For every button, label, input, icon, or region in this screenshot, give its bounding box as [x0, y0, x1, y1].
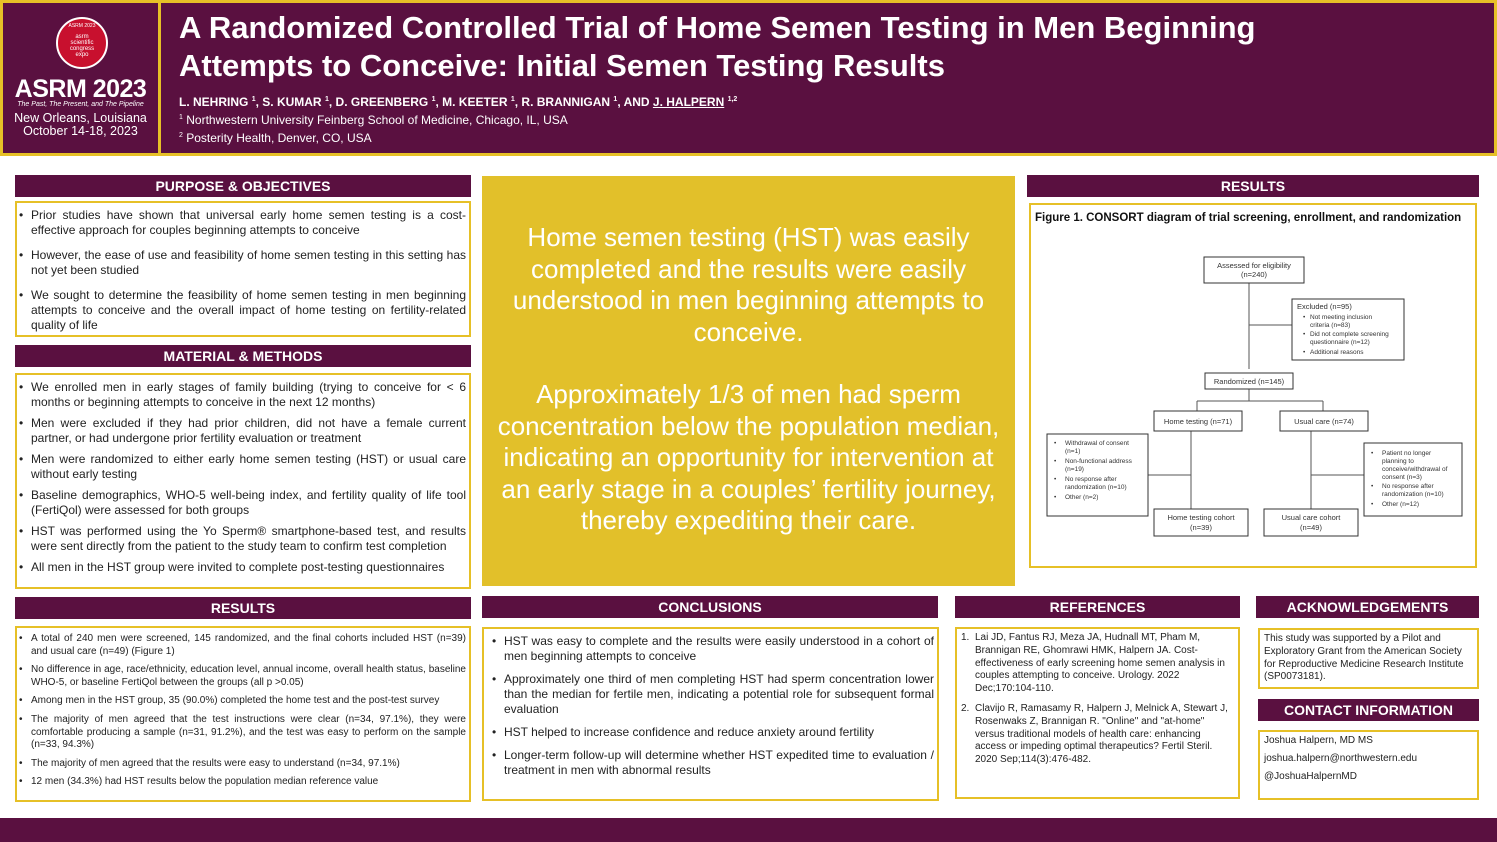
seal-line: expo: [75, 52, 89, 58]
seal-line: scientific: [70, 40, 94, 46]
logo-title: ASRM 2023: [14, 75, 147, 103]
seal-lines: [58, 34, 106, 58]
contact-heading: CONTACT INFORMATION: [1258, 699, 1479, 721]
reference-item: 1. Lai JD, Fantus RJ, Meza JA, Hudnall MT, Pham M, Brannigan RE, Ghomrawi HMK, Halpern JA. Cost-effectiveness of early screening home semen analysis in couples attempting to conceive. Urology. 2022 Dec;170:104-110.: [961, 632, 1225, 695]
references-heading: REFERENCES: [955, 596, 1240, 618]
consort-figure-box: [1029, 203, 1477, 568]
list-item: • Approximately one third of men completing HST had sperm concentration lower than the median for fertile men, indicating a potential role for subsequent formal evaluation: [502, 672, 934, 717]
list-item: • Men were excluded if they had prior children, did not have a female current partner, or had undergone prior fertility evaluation or treatment: [29, 416, 466, 446]
usual-cohort-line: Usual care cohort: [1281, 513, 1341, 522]
list-item: • Longer-term follow-up will determine whether HST expedited time to evaluation / treatment in men with abnormal results: [502, 748, 934, 778]
list-item: • We enrolled men in early stages of family building (trying to conceive for < 6 months or beginning attempts to conceive in the next 12 months): [29, 380, 466, 410]
list-item: • Baseline demographics, WHO-5 well-being index, and fertility quality of life tool (FertiQol) were assessed for both groups: [29, 488, 466, 518]
svg-text:•: •: [1303, 314, 1306, 321]
usual-loss-item: consent (n=3): [1382, 474, 1422, 481]
author: S. KUMAR $^1$: [262, 95, 329, 109]
references-box: [955, 627, 1240, 799]
reference-item: 2. Clavijo R, Ramasamy R, Halpern J, Melnick A, Stewart J, Rosenwaks Z, Brannigan R. "Online" and "at-home" versus traditional models of health care: enhancing access or impeding optimal therapeutics? Fertil Steril. 2020 Sep;114(3):476-482.: [961, 702, 1228, 766]
title-line: A Randomized Controlled Trial of Home Semen Testing in Men Beginning: [179, 10, 1256, 45]
home-loss-item: Withdrawal of consent: [1065, 440, 1129, 447]
list-item: • 12 men (34.3%) had HST results below the population median reference value: [29, 776, 466, 789]
conclusions-box: [482, 627, 939, 801]
svg-text:•: •: [1371, 450, 1374, 457]
usual-loss-item: No response after: [1382, 483, 1434, 490]
asrm-seal-icon: [56, 17, 108, 69]
list-item: • We sought to determine the feasibility of home semen testing in men beginning attempts to conceive and the overall impact of home testing on fertility-related quality of life: [29, 288, 466, 333]
usual-care-label: Usual care (n=74): [1294, 417, 1354, 426]
usual-cohort-line: (n=49): [1300, 523, 1322, 532]
results-left-box: [15, 626, 471, 802]
logo-place: New Orleans, Louisiana: [14, 111, 147, 125]
list-item: • Prior studies have shown that universal early home semen testing is a cost-effective approach for couples beginning attempts to conceive: [29, 208, 466, 238]
results-left-heading: RESULTS: [15, 597, 471, 619]
methods-heading: MATERIAL & METHODS: [15, 345, 471, 367]
list-item: • A total of 240 men were screened, 145 randomized, and the final cohorts included HST (n=39) and usual care (n=49) (Figure 1): [29, 633, 466, 658]
author: L. NEHRING $^1$: [179, 95, 256, 109]
list-item: • All men in the HST group were invited to complete post-testing questionnaires: [29, 560, 466, 575]
svg-text:•: •: [1303, 331, 1306, 338]
affiliation: $^2$ Posterity Health, Denver, CO, USA: [179, 131, 372, 145]
home-testing-label: Home testing (n=71): [1163, 417, 1233, 426]
acknowledgements-text: This study was supported by a Pilot and Exploratory Grant from the American Society for Reproductive Medicine Research Institute (SP0073181).: [1264, 633, 1464, 683]
usual-loss-item: Patient no longer: [1382, 450, 1432, 457]
key-findings-panel: [482, 176, 1015, 586]
home-loss-item: Non-functional address: [1065, 458, 1132, 465]
author: D. GREENBERG $^1$: [335, 95, 436, 109]
seal-line: congress: [69, 46, 95, 52]
svg-text:•: •: [1054, 476, 1057, 483]
author-joiner: AND: [623, 95, 650, 109]
assessed-line: Assessed for eligibility: [1217, 261, 1291, 270]
conference-logo: [3, 3, 161, 153]
list-item: • The majority of men agreed that the results were easy to understand (n=34, 97.1%): [29, 758, 466, 771]
author-presenting: J. HALPERN $^{1,2}$: [652, 95, 738, 109]
contact-name: Joshua Halpern, MD MS: [1264, 735, 1373, 746]
home-cohort-line: Home testing cohort: [1167, 513, 1235, 522]
contact-email[interactable]: joshua.halpern@northwestern.edu: [1264, 753, 1418, 764]
list-item: • Among men in the HST group, 35 (90.0%) completed the home test and the post-test survey: [29, 695, 466, 708]
logo-dates: October 14-18, 2023: [23, 124, 138, 138]
usual-loss-item: planning to: [1382, 458, 1414, 465]
purpose-heading: PURPOSE & OBJECTIVES: [15, 175, 471, 197]
usual-loss-item: conceive/withdrawal of: [1382, 466, 1448, 473]
list-item: • HST was performed using the Yo Sperm® smartphone-based test, and results were sent directly from the patient to the study team to confirm test completion: [29, 524, 466, 554]
key-finding: Home semen testing (HST) was easily completed and the results were easily understood in men beginning attempts to conceive.: [512, 222, 985, 347]
svg-text:•: •: [1303, 349, 1306, 356]
consort-diagram: [1031, 205, 1475, 566]
excluded-item: Did not complete screening: [1310, 331, 1389, 338]
title-line: Attempts to Conceive: Initial Semen Testing Results: [179, 48, 945, 83]
results-right-heading: RESULTS: [1027, 175, 1479, 197]
usual-loss-item: randomization (n=10): [1382, 491, 1444, 498]
poster-title: [179, 9, 1469, 85]
acknowledgements-box: [1258, 628, 1479, 689]
usual-loss-item: Other (n=12): [1382, 501, 1420, 508]
contact-handle[interactable]: @JoshuaHalpernMD: [1264, 771, 1357, 782]
figure-caption: Figure 1. CONSORT diagram of trial screening, enrollment, and randomization: [1035, 212, 1462, 224]
seal-top-text: ASRM 2023: [68, 23, 96, 29]
acknowledgements-heading: ACKNOWLEDGEMENTS: [1256, 596, 1479, 618]
svg-text:•: •: [1054, 458, 1057, 465]
author: R. BRANNIGAN $^1$: [521, 95, 618, 109]
svg-text:•: •: [1054, 440, 1057, 447]
svg-text:•: •: [1371, 501, 1374, 508]
excluded-item: Not meeting inclusion: [1310, 314, 1373, 321]
contact-box: [1258, 730, 1479, 800]
list-item: • However, the ease of use and feasibility of home semen testing in this setting has not yet been studied: [29, 248, 466, 278]
affiliation: $^1$ Northwestern University Feinberg School of Medicine, Chicago, IL, USA: [179, 113, 568, 127]
author: M. KEETER $^1$: [442, 95, 515, 109]
svg-text:•: •: [1371, 483, 1374, 490]
poster-header: [0, 0, 1497, 156]
conclusions-heading: CONCLUSIONS: [482, 596, 938, 618]
list-item: • HST was easy to complete and the results were easily understood in a cohort of men beginning attempts to conceive: [502, 634, 934, 664]
home-loss-item: (n=1): [1065, 448, 1081, 455]
assessed-line: (n=240): [1240, 270, 1268, 279]
excluded-title: Excluded (n=95): [1297, 302, 1352, 311]
excluded-item: questionnaire (n=12): [1310, 339, 1370, 346]
svg-text:•: •: [1054, 494, 1057, 501]
list-item: • HST helped to increase confidence and reduce anxiety around fertility: [502, 725, 934, 740]
list-item: • Men were randomized to either early home semen testing (HST) or usual care without early testing: [29, 452, 466, 482]
seal-line: asrm: [75, 34, 89, 40]
poster-footer: [0, 818, 1497, 842]
logo-tagline: The Past, The Present, and The Pipeline: [17, 101, 144, 108]
list-item: • No difference in age, race/ethnicity, education level, annual income, overall health status, baseline WHO-5, or baseline FertiQol between the groups (all p >0.05): [29, 664, 466, 689]
purpose-box: [15, 201, 471, 337]
home-loss-item: randomization (n=10): [1065, 484, 1127, 491]
home-loss-item: No response after: [1065, 476, 1117, 483]
excluded-item: Additional reasons: [1310, 349, 1364, 356]
methods-box: [15, 373, 471, 589]
home-cohort-line: (n=39): [1190, 523, 1212, 532]
home-loss-item: (n=19): [1065, 466, 1084, 473]
author-list: L. NEHRING $^1$, S. KUMAR $^1$, D. GREENBERG $^1$, M. KEETER $^1$, R. BRANNIGAN $^1$, AND J. HALPERN $^{1,2}$: [179, 95, 738, 109]
randomized-label: Randomized (n=145): [1213, 377, 1285, 386]
key-finding: Approximately 1/3 of men had sperm concentration below the population median, indicating an opportunity for intervention at an early stage in a couples’ fertility journey, thereby expediting their care.: [497, 379, 1000, 535]
list-item: • The majority of men agreed that the test instructions were clear (n=34, 97.1%), they were comfortable producing a sample (n=31, 91.2%), and the test was easy to perform on the sample (n=33, 94.3%): [29, 714, 466, 752]
home-loss-item: Other (n=2): [1065, 494, 1099, 501]
excluded-item: criteria (n=83): [1310, 322, 1351, 329]
